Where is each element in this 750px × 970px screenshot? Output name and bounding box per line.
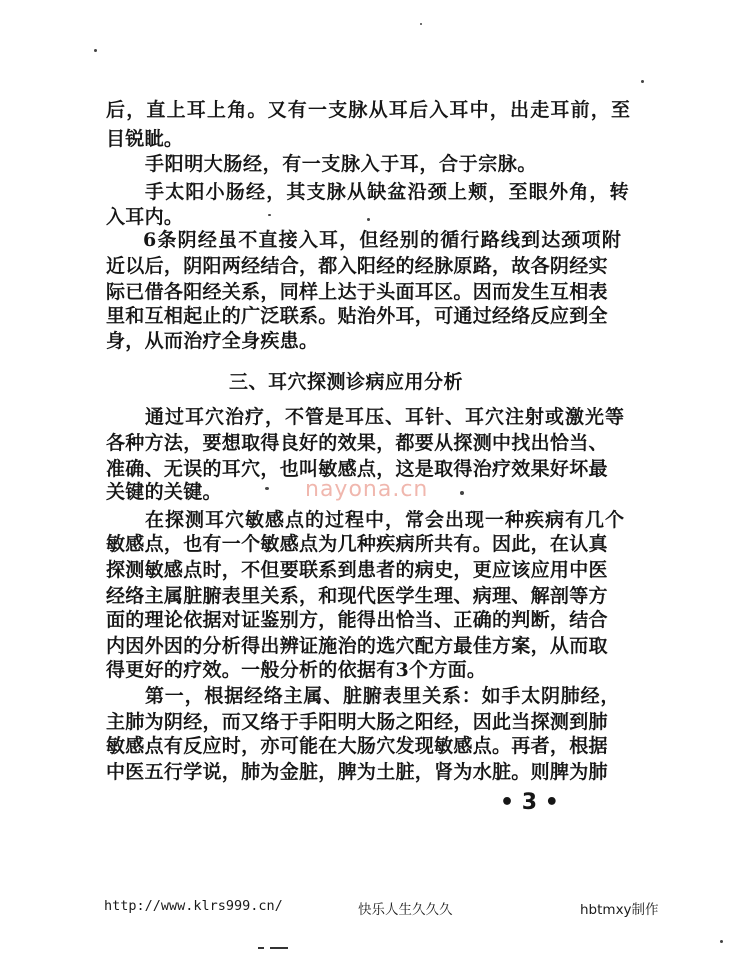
scan-speck	[265, 487, 269, 490]
body-line: 经络主属脏腑表里关系，和现代医学生理、病理、解剖等方	[106, 585, 608, 607]
scan-mark	[270, 947, 288, 949]
body-line: 敏感点有反应时，亦可能在大肠穴发现敏感点。再者，根据	[106, 735, 608, 757]
body-line: 际已借各阳经关系，同样上达于头面耳区。因而发生互相表	[106, 281, 608, 303]
body-line: 入耳内。	[106, 206, 184, 228]
body-line: 里和互相起止的广泛联系。贴治外耳，可通过经络反应到全	[106, 305, 608, 327]
body-line: 主肺为阴经，而又络于手阳明大肠之阳经，因此当探测到肺	[106, 711, 608, 733]
body-line: 近以后，阴阳两经结合，都入阳经的经脉原路，故各阴经实	[106, 255, 608, 277]
body-line: 探测敏感点时，不但要联系到患者的病史，更应该应用中医	[106, 559, 608, 581]
body-line: 中医五行学说，肺为金脏，脾为土脏，肾为水脏。则脾为肺	[106, 761, 608, 783]
body-line: 6条阴经虽不直接入耳，但经别的循行路线到达颈项附	[143, 229, 623, 251]
body-line: 内因外因的分析得出辨证施治的选穴配方最佳方案，从而取	[106, 635, 608, 657]
watermark: nayona.cn	[305, 477, 429, 502]
footer-url[interactable]: http://www.klrs999.cn/	[104, 898, 283, 914]
scan-speck	[94, 49, 97, 52]
body-line: 手阳明大肠经，有一支脉入于耳，合于宗脉。	[145, 153, 538, 175]
scan-speck	[641, 80, 644, 83]
body-line: 通过耳穴治疗，不管是耳压、耳针、耳穴注射或激光等	[145, 406, 626, 428]
body-line: 准确、无误的耳穴，也叫敏感点，这是取得治疗效果好坏最	[106, 458, 608, 480]
scan-speck	[460, 491, 464, 495]
page-number: • 3 •	[500, 790, 559, 815]
section-heading: 三、耳穴探测诊病应用分析	[229, 371, 464, 393]
body-line: 敏感点，也有一个敏感点为几种疾病所共有。因此，在认真	[106, 533, 608, 555]
scan-speck	[268, 214, 271, 216]
body-line: 各种方法，要想取得良好的效果，都要从探测中找出恰当、	[106, 432, 608, 454]
body-line: 关键的关键。	[106, 481, 222, 503]
body-line: 目锐眦。	[106, 128, 184, 150]
footer-credit: hbtmxy制作	[580, 902, 659, 918]
scan-speck	[367, 218, 370, 221]
body-line: 面的理论依据对证鉴别方，能得出恰当、正确的判断，结合	[106, 609, 608, 631]
scan-speck	[420, 23, 422, 25]
body-line: 在探测耳穴敏感点的过程中，常会出现一种疾病有几个	[145, 509, 626, 531]
scan-speck	[720, 940, 723, 943]
body-line: 第一，根据经络主属、脏腑表里关系：如手太阴肺经，	[145, 685, 621, 707]
body-line: 手太阳小肠经，其支脉从缺盆沿颈上颊，至眼外角，转	[145, 181, 630, 203]
body-line: 得更好的疗效。一般分析的依据有3个方面。	[106, 659, 487, 681]
footer-center-text: 快乐人生久久久	[358, 902, 453, 918]
scan-mark	[258, 947, 264, 949]
body-line: 后，直上耳上角。又有一支脉从耳后入耳中，出走耳前，至	[106, 99, 632, 121]
body-line: 身，从而治疗全身疾患。	[106, 330, 319, 352]
